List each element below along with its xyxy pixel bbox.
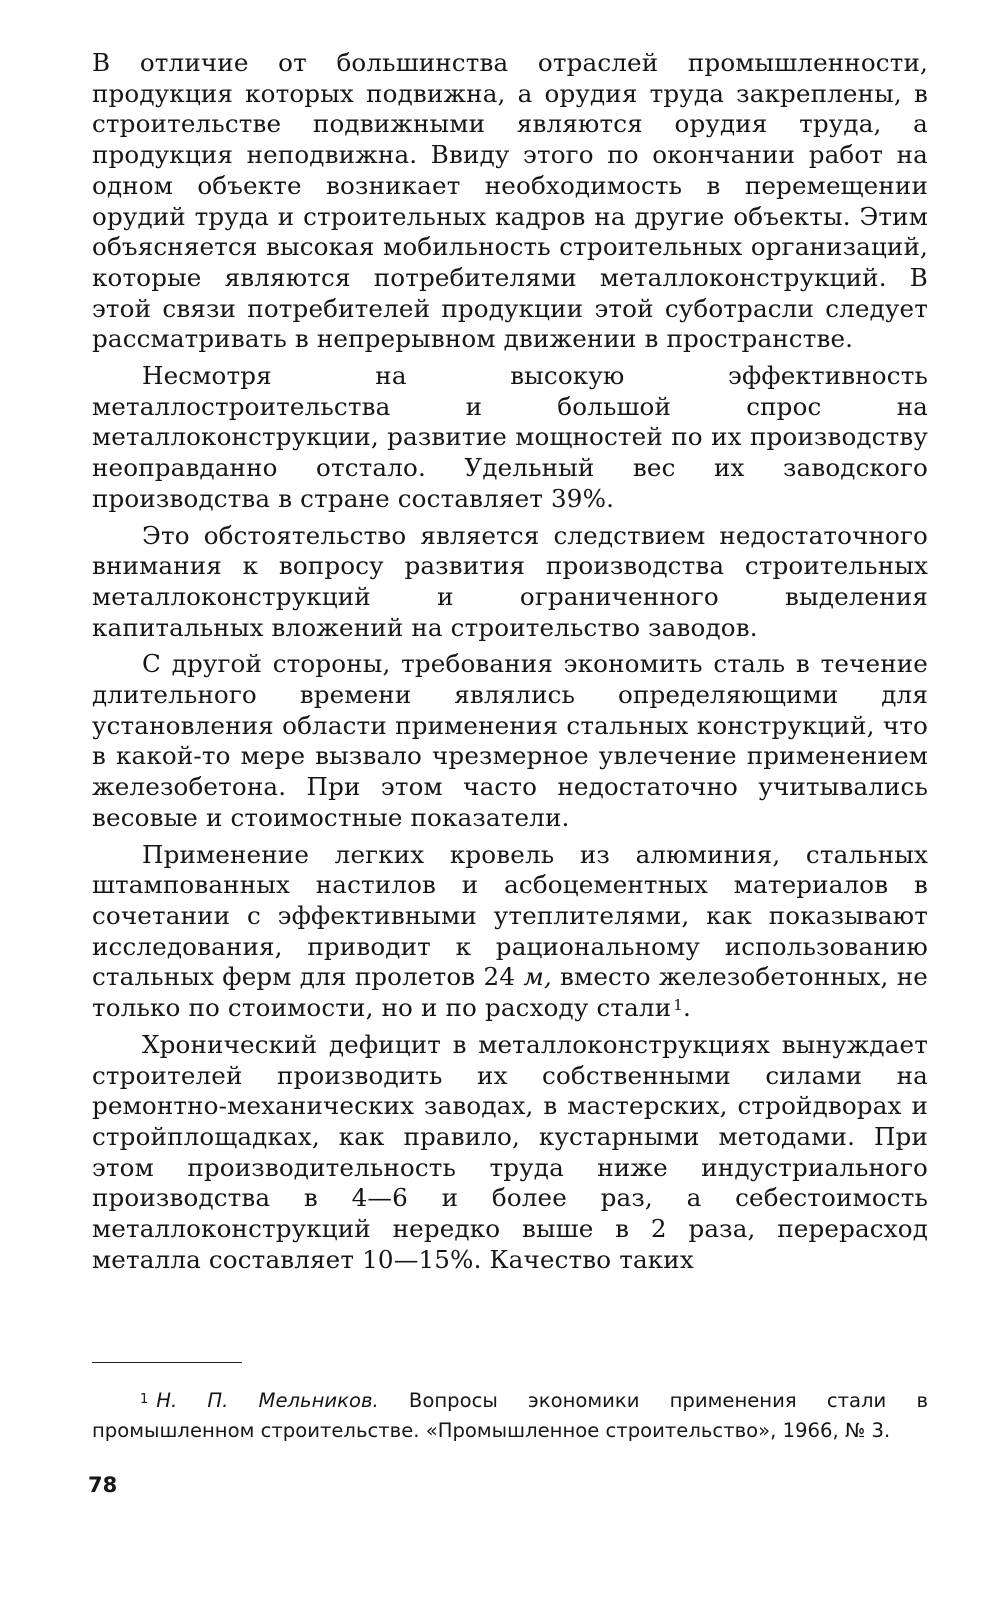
footnote-text: Вопросы экономики применения стали в промышленном строительстве. «Промышленное строительство», 1966, № 3. <box>92 1389 928 1442</box>
footnote-author: Н. П. Мельников. <box>156 1389 379 1412</box>
paragraph-3: Это обстоятельство является следствием недостаточного внимания к вопросу развития производства строительных металлоконструкций и ограниченного выделения капитальных вложений на строительство заводов. <box>92 520 928 642</box>
paragraph-5-text: Применение легких кровель из алюминия, стальных штампованных настилов и асбоцементных материалов в сочетании с эффективными утеплителями, как показывают исследования, приводит к рациональному использованию стальных ферм для пролетов 24 <box>92 839 928 992</box>
page-number: 78 <box>88 1473 118 1497</box>
paragraph-5-unit: м, <box>523 962 552 992</box>
footnote-reference[interactable]: 1 <box>673 996 683 1015</box>
footnote-divider <box>92 1362 242 1363</box>
paragraph-6: Хронический дефицит в металлоконструкциях вынуждает строителей производить их собственными силами на ремонтно-механических заводах, в мастерских, стройдворах и стройплощадках, как правило, кустарными методами. При этом производительность труда ниже индустриального производства в 4—6 и более раз, а себестоимость металлоконструкций нередко выше в 2 раза, перерасход металла составляет 10—15%. Качество таких <box>92 1029 928 1274</box>
paragraph-5-tail: вместо железобетонных, не только по стоимости, но и по расходу стали <box>92 962 928 1023</box>
footnote <box>92 1386 928 1446</box>
paragraph-5: Применение легких кровель из алюминия, стальных штампованных настилов и асбоцементных материалов в сочетании с эффективными утеплителями, как показывают исследования, приводит к рациональному использованию стальных ферм для пролетов 24 м, вместо железобетонных, не только по стоимости, но и по расходу стали $^1$. <box>92 839 928 1023</box>
paragraph-1: В отличие от большинства отраслей промышленности, продукция которых подвижна, а орудия труда закреплены, в строительстве подвижными являются орудия труда, а продукция неподвижна. Ввиду этого по окончании работ на одном объекте возникает необходимость в перемещении орудий труда и строительных кадров на другие объекты. Этим объясняется высокая мобильность строительных организаций, которые являются потребителями металлоконструкций. В этой связи потребителей продукции этой суботрасли следует рассматривать в непрерывном движении в пространстве. <box>92 48 928 354</box>
paragraph-2: Несмотря на высокую эффективность металлостроительства и большой спрос на металлоконструкции, развитие мощностей по их производству неоправданно отстало. Удельный вес их заводского производства в стране составляет 39%. <box>92 361 928 513</box>
footnote-marker: 1 <box>140 1392 149 1407</box>
main-text <box>92 48 928 1281</box>
paragraph-4: С другой стороны, требования экономить сталь в течение длительного времени являлись определяющими для установления области применения стальных конструкций, что в какой-то мере вызвало чрезмерное увлечение применением железобетона. При этом часто недостаточно учитывались весовые и стоимостные показатели. <box>92 649 928 832</box>
